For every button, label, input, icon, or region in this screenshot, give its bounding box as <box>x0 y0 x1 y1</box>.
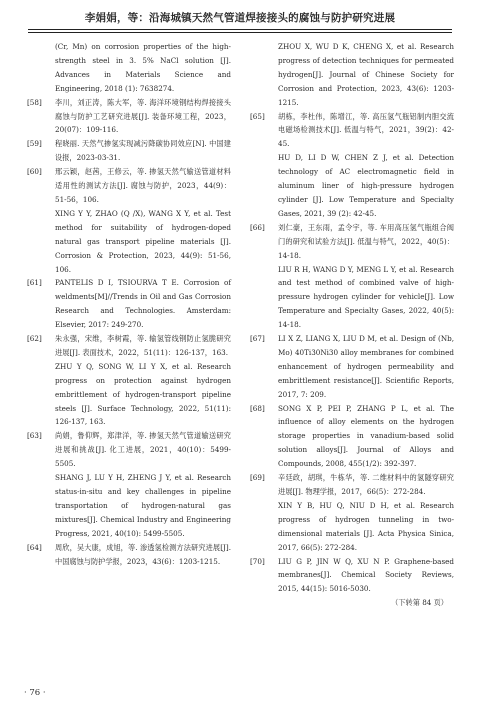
reference-column-right <box>250 40 454 610</box>
reference-entry <box>250 332 454 402</box>
reference-text: 朱永强，宋维，李树霞，等. 输氢管线钢防止氢脆研究进展[J]. 表面技术，2022，51(11)：126-137，163. <box>55 334 231 357</box>
reference-number: [67] <box>250 334 265 344</box>
reference-entry <box>27 332 231 429</box>
reference-entry <box>250 471 454 554</box>
reference-text: PANTELIS D I, TSIOURVA T E. Corrosion of weldments[M]//Trends in Oil and Gas Corrosion Research and Technologies. Amsterdam: Elsevier, 2017: 249-270. <box>55 278 231 330</box>
reference-entry <box>27 137 231 165</box>
reference-text: SONG X P, PEI P, ZHANG P L, et al. The influence of alloy elements on the hydrogen storage properties in vanadium-based solid solution alloys[J]. Journal of Alloys and Compounds, 2008, 455(1/2): 392-397. <box>278 403 454 469</box>
reference-entry <box>250 110 454 221</box>
header-rule <box>28 29 452 30</box>
reference-number: [59] <box>27 139 42 149</box>
reference-text: LIU G P, JIN W Q, XU N P. Graphene-based membranes[J]. Chemical Society Reviews, 2015, 44(15): 5016-5030. <box>278 556 454 594</box>
reference-text: LI X Z, LIANG X, LIU D M, et al. Design of (Nb, Mo) 40Ti30Ni30 alloy membranes for combined enhancement of hydrogen permeability and embrittlement resistance[J]. Scientific Reports, 2017, 7: 209. <box>278 334 454 399</box>
reference-number: [58] <box>27 97 42 107</box>
reference-entry <box>27 165 231 276</box>
reference-column-left <box>27 40 231 568</box>
reference-entry <box>27 541 231 569</box>
page-number: · 76 · <box>24 688 46 698</box>
reference-number: [60] <box>27 167 42 177</box>
reference-number: [62] <box>27 334 42 344</box>
reference-number: [65] <box>250 111 265 121</box>
reference-text: 周欣，吴大康，成旭，等. 渗透氢检测方法研究进展[J]. 中国腐蚀与防护学报，2023，43(6)：1203-1215. <box>55 542 231 566</box>
reference-text-english: ZHU Y Q, SONG W, LI Y X, et al. Research progress on protection against hydrogen embrittlement of hydrogen-transport pipeline steels [J]. Surface Technology, 2022, 51(11): 126-137, 163. <box>55 361 231 427</box>
reference-text: 程晓丽. 天然气掺氢实现减污降碳协同效应[N]. 中国建设报，2023-03-31. <box>55 139 231 163</box>
reference-text: 李川，刘正涛，陈大军，等. 海洋环境钢结构焊接接头腐蚀与防护工艺研究进展[J]. 装备环境工程，2023，20(07)：109-116. <box>55 97 231 135</box>
reference-number: [63] <box>27 431 42 441</box>
reference-entry <box>27 96 231 138</box>
reference-text: 刘仁豪，王东雨，孟令宇，等. 车用高压氢气瓶组合阀门的研究和试验方法[J]. 低温与特气，2022，40(5)：14-18. <box>278 222 454 260</box>
reference-text-english: HU D, LI D W, CHEN Z J, et al. Detection technology of AC electromagnetic field in aluminum liner of high-pressure hydrogen cylinder [J]. Low Temperature and Specialty Gases, 2021, 39 (2): 42-45. <box>278 153 454 218</box>
reference-text-english: SHANG J, LU Y H, ZHENG J Y, et al. Research status-in-situ and key challenges in pipeline transportation of hydrogen-natural gas mixtures[J]. Chemical Industry and Engineering Progress, 2021, 40(10): 5499-5505. <box>55 473 231 538</box>
reference-text-english: XIN Y B, HU Q, NIU D H, et al. Research progress of hydrogen tunneling in two-dimensional materials [J]. Acta Physica Sinica, 2017, 66(5): 272-284. <box>278 500 454 552</box>
reference-number: [68] <box>250 403 265 413</box>
running-title: 李娟娟，等：沿海城镇天然气管道焊接接头的腐蚀与防护研究进展 <box>84 12 396 24</box>
continued-on-note: （下转第 84 页） <box>391 598 448 608</box>
reference-text-english: LIU R H, WANG D Y, MENG L Y, et al. Research and test method of combined valve of high-pressure hydrogen cylinder for vehicle[J]. Low Temperature and Specialty Gases, 2022, 40(5): 14-18. <box>278 264 454 330</box>
reference-entry <box>250 555 454 597</box>
header-rule-thin <box>28 32 452 33</box>
reference-entry <box>27 429 231 540</box>
reference-text: 尚娟，鲁仰辉，郑津洋，等. 掺氢天然气管道输送研究进展和挑战[J]. 化工进展，2021，40(10)：5499-5505. <box>55 431 231 469</box>
reference-text: 辛廷政，胡琪，牛栋华，等. 二维材料中的氢隧穿研究进展[J]. 物理学报，2017，66(5)：272-284. <box>278 473 454 496</box>
reference-entry <box>27 276 231 332</box>
reference-text-english: XING Y Y, ZHAO (Q /X), WANG X Y, et al. Test method for suitability of hydrogen-doped natural gas transport pipeline materials [J]. Corrosion & Protection, 2023, 44(9): 51-56, 106. <box>55 208 231 274</box>
reference-number: [64] <box>27 542 42 552</box>
reference-number: [61] <box>27 278 42 288</box>
reference-number: [66] <box>250 222 265 232</box>
reference-text: 邢云颖，赵茜，王修云，等. 掺氢天然气输送管道材料适用性的测试方法[J]. 腐蚀与防护，2023，44(9)：51-56，106. <box>55 167 231 204</box>
reference-continuation: ZHOU X, WU D K, CHENG X, et al. Research progress of detection techniques for permeated hydrogen[J]. Journal of Chinese Society for Corrosion and Protection, 2023, 43(6): 1203-1215. <box>278 42 454 107</box>
reference-number: [69] <box>250 473 265 483</box>
reference-text: 胡栋，李杜伟，陈增江，等. 高压氢气瓶铝制内胆交流电磁场检测技术[J]. 低温与特气，2021，39(2)：42-45. <box>278 111 454 149</box>
reference-entry <box>250 402 454 472</box>
reference-continuation: (Cr, Mn) on corrosion properties of the high-strength steel in 3. 5% NaCl solution [J]. Advances in Materials Science and Engineering, 2018 (1): 7638274. <box>55 42 231 93</box>
reference-entry <box>250 221 454 332</box>
reference-number: [70] <box>250 556 265 566</box>
